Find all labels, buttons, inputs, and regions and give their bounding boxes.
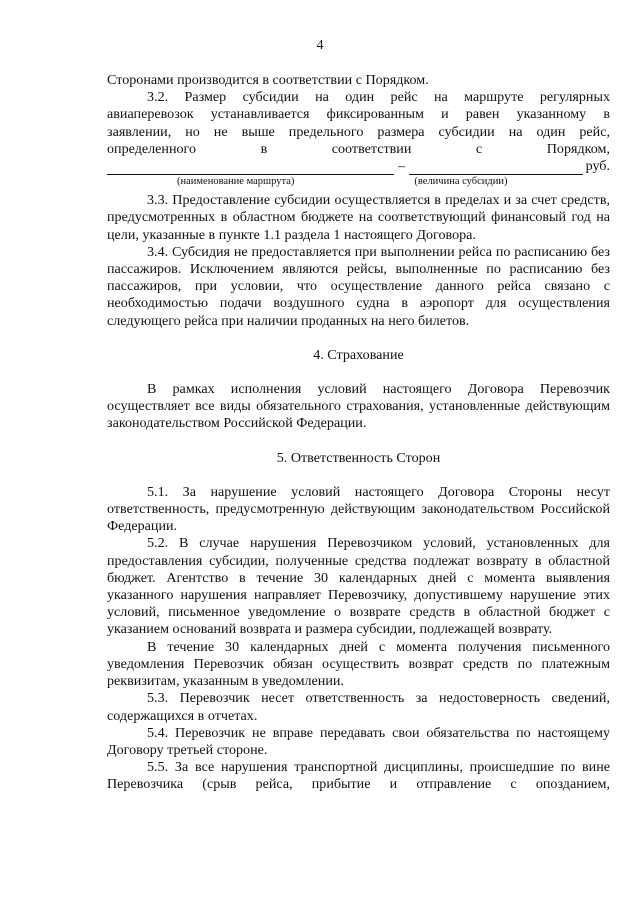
paragraph-4: В рамках исполнения условий настоящего Договора Перевозчик осуществляет все виды обязательного страхования, установленные действующим законодательством Российской Федерации.: [107, 381, 610, 432]
paragraph-5-3: 5.3. Перевозчик несет ответственность за недостоверность сведений, содержащихся в отчетах.: [107, 690, 610, 724]
document-body: [107, 72, 610, 794]
paragraph-3-2-line: определенного в соответствии с Порядком,: [107, 140, 610, 157]
currency-label: руб.: [585, 158, 610, 175]
paragraph-5-2-continued: В течение 30 календарных дней с момента получения письменного уведомления Перевозчик обязан осуществить возврат средств по платежным реквизитам, указанным в уведомлении.: [107, 638, 610, 690]
paragraph-3-2-line: авиаперевозок устанавливается фиксированным и равен указанному в: [107, 106, 610, 123]
section-heading-liability: 5. Ответственность Сторон: [276, 449, 441, 466]
caption-subsidy-amount: (величина субсидии): [414, 176, 508, 188]
blank-dash: –: [398, 158, 406, 175]
paragraph-3-4: 3.4. Субсидия не предоставляется при выполнении рейса по расписанию без пассажиров. Исключением являются рейсы, выполненные по расписанию без пассажиров, при условии, что осуществление данного рейса связано с необходимостью подачи воздушного судна в аэропорт для осуществления следующего рейса при наличии проданных на него билетов.: [107, 243, 610, 329]
route-amount-fill-line: [107, 158, 610, 175]
paragraph-intro: Сторонами производится в соответствии с Порядком.: [107, 72, 429, 88]
blank-captions: [107, 175, 610, 192]
section-heading-insurance: 4. Страхование: [313, 346, 404, 363]
subsidy-amount-blank: [409, 160, 583, 175]
paragraph-3-2-line: заявлении, но не выше предельного размера субсидии на один рейс,: [107, 123, 610, 140]
paragraph-3-2-line: 3.2. Размер субсидии на один рейс на маршруте регулярных: [147, 89, 610, 106]
paragraph-3-3: 3.3. Предоставление субсидии осуществляется в пределах и за счет средств, предусмотренных в областном бюджете на соответствующий финансовый год на цели, указанные в пункте 1.1 раздела 1 настоящего Договора.: [107, 192, 610, 243]
paragraph-3-2: [107, 89, 610, 158]
paragraph-5-1: 5.1. За нарушение условий настоящего Договора Стороны несут ответственность, предусмотренную действующим законодательством Российской Федерации.: [107, 483, 610, 535]
page-number: 4: [316, 37, 324, 53]
paragraph-5-4: 5.4. Перевозчик не вправе передавать свои обязательства по настоящему Договору третьей стороне.: [107, 724, 610, 758]
paragraph-5-5: 5.5. За все нарушения транспортной дисциплины, происшедшие по вине Перевозчика (срыв рейса, прибытие и отправление с опозданием,: [107, 759, 610, 793]
paragraph-5-2: 5.2. В случае нарушения Перевозчиком условий, установленных для предоставления субсидии, полученные средства подлежат возврату в областной бюджет. Агентство в течение 30 календарных дней с момента выявления указанного нарушения направляет Перевозчику, допустившему нарушение этих условий, письменное уведомление о возврате средств в областной бюджет с указанием оснований возврата и размера субсидии, подлежащей возврату.: [107, 535, 610, 638]
route-name-blank: [107, 160, 394, 175]
caption-route-name: (наименование маршрута): [177, 176, 295, 188]
